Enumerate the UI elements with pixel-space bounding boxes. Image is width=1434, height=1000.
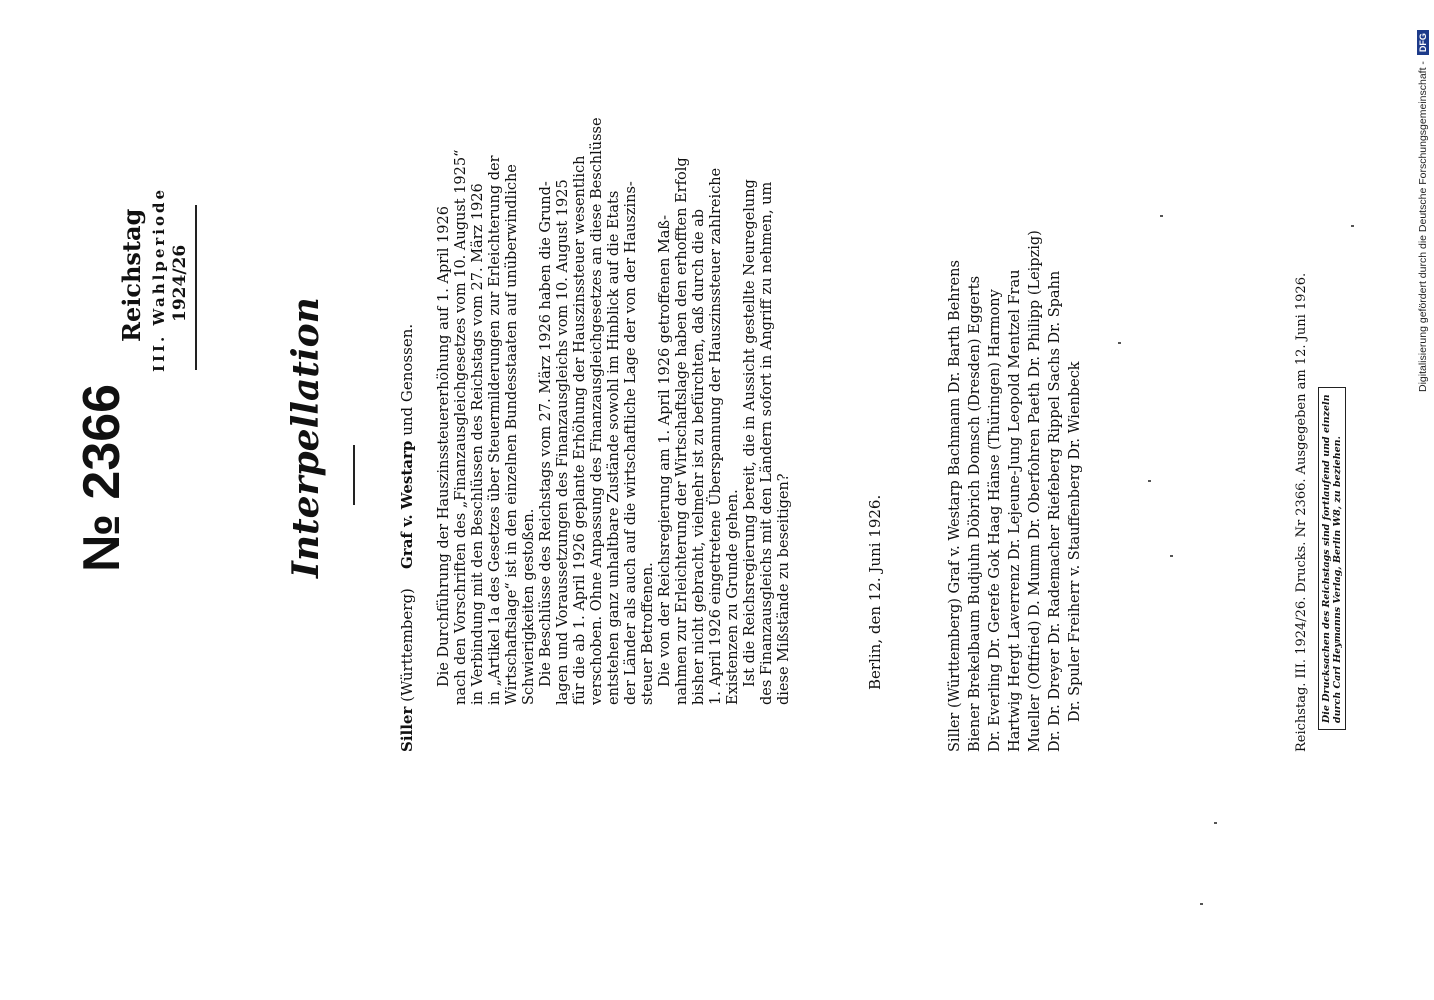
footer-imprint: Reichstag. III. 1924/26. Drucks. Nr 2366. Ausgegeben am 12. Juni 1926. [1294, 272, 1309, 752]
body-line: in „Artikel 1a des Gesetzes über Steuermilderungen zur Erleichterung der [487, 155, 503, 705]
body-line: Schwierigkeiten gestoßen. [521, 508, 537, 705]
signatory-row: Biener Brekelbaum Budjuhn Döbrich Domsch (Dresden) Eggerts [967, 275, 983, 752]
author-region-1: (Württemberg) [398, 588, 416, 702]
distribution-note-line: durch Carl Heymanns Verlag, Berlin W8, zu beziehen. [1332, 436, 1343, 723]
scan-speck [1170, 555, 1173, 557]
distribution-note-box [1318, 387, 1346, 730]
body-line: nahmen zur Erleichterung der Wirtschaftslage haben den erhofften Erfolg [674, 157, 690, 705]
scan-speck [1160, 215, 1163, 217]
document-number: № 2366 [73, 383, 131, 572]
body-line: Die Beschlüsse des Reichstags vom 27. März 1926 haben die Grund- [538, 181, 554, 687]
interpellation-body [436, 117, 793, 705]
body-line: Wirtschaftslage“ ist in den einzelnen Bundesstaaten auf unüberwindliche [504, 164, 520, 705]
body-line: steuer Betroffenen. [640, 562, 656, 705]
body-line: diese Mißstände zu beseitigen? [776, 473, 792, 705]
signatory-row: Dr. Everling Dr. Gerefe Gok Haag Hänse (Thüringen) Harmony [987, 289, 1003, 752]
distribution-note-line: Die Drucksachen des Reichstags sind fortlaufend und einzeln [1321, 394, 1332, 723]
dfg-logo: DFG [1417, 30, 1429, 55]
body-line: in Verbindung mit den Beschlüssen des Reichstags vom 27. März 1926 [470, 183, 486, 705]
body-line: bisher nicht gebracht, vielmehr ist zu befürchten, daß durch die ab [691, 208, 707, 705]
body-line: Existenzen zu Grunde gehen. [725, 489, 741, 705]
dateline: Berlin, den 12. Juni 1926. [866, 494, 884, 690]
title-divider [353, 445, 355, 505]
scan-speck [1148, 480, 1151, 482]
digitization-credit [1417, 30, 1429, 392]
authors-line [398, 324, 416, 752]
signatory-row: Dr. Spuler Freiherr v. Stauffenberg Dr. Wienbeck [1067, 361, 1083, 722]
body-line: verschoben. Ohne Anpassung des Finanzausgleichgesetzes an diese Beschlüsse [589, 117, 605, 705]
authors-suffix: und Genossen. [398, 323, 416, 436]
scan-speck [1351, 225, 1354, 227]
author-name-2: Graf v. Westarp [398, 440, 416, 569]
scan-speck [1200, 903, 1203, 905]
signatory-row: Dr. Dr. Dreyer Dr. Rademacher Riefeberg Rippel Sachs Dr. Spahn [1047, 270, 1063, 752]
body-line: Ist die Reichsregierung bereit, die in Aussicht gestellte Neuregelung [742, 179, 758, 687]
credit-text: Digitalisierung gefördert durch die Deutsche Forschungsgemeinschaft - [1417, 61, 1429, 392]
signatory-row: Siller (Württemberg) Graf v. Westarp Bachmann Dr. Barth Behrens [947, 260, 963, 752]
body-line: für die ab 1. April 1926 geplante Erhöhung der Hauszinssteuer wesentlich [572, 155, 588, 705]
scan-speck [1118, 342, 1121, 344]
signatory-row: Hartwig Hergt Laverrenz Dr. Lejeune-Jung Leopold Mentzel Frau [1007, 269, 1023, 752]
body-line: entstehen ganz unhaltbare Zustände sowohl im Hinblick auf die Etats [606, 190, 622, 705]
body-line: 1. April 1926 eingetretene Überspannung der Hauszinssteuer zahlreiche [708, 167, 724, 705]
body-line: des Finanzausgleichs mit den Ländern sofort in Angriff zu nehmen, um [759, 181, 775, 705]
author-name-1: Siller [398, 706, 416, 752]
electoral-period: III. Wahlperiode [150, 186, 168, 372]
document-heading: Interpellation [285, 297, 327, 578]
body-line: Die Durchführung der Hauszinssteuererhöhung auf 1. April 1926 [436, 206, 452, 687]
body-line: der Länder als auch auf die wirtschaftliche Lage der von der Hauszins- [623, 181, 639, 705]
scan-speck [1214, 822, 1217, 824]
body-line: Die von der Reichsregierung am 1. April 1926 getroffenen Maß- [657, 215, 673, 687]
body-line: nach den Vorschriften des „Finanzausgleichgesetzes vom 10. August 1925“ [453, 149, 469, 705]
parliament-title: Reichstag [117, 208, 146, 342]
signatory-row: Mueller (Oftfried) D. Mumm Dr. Oberfohren Paeth Dr. Philipp (Leipzig) [1027, 230, 1043, 752]
signatories-block [945, 192, 1085, 752]
period-years: 1924/26 [170, 244, 190, 322]
header-bracket-rule [195, 205, 197, 370]
body-line: lagen und Voraussetzungen des Finanzausgleichs vom 10. August 1925 [555, 179, 571, 705]
